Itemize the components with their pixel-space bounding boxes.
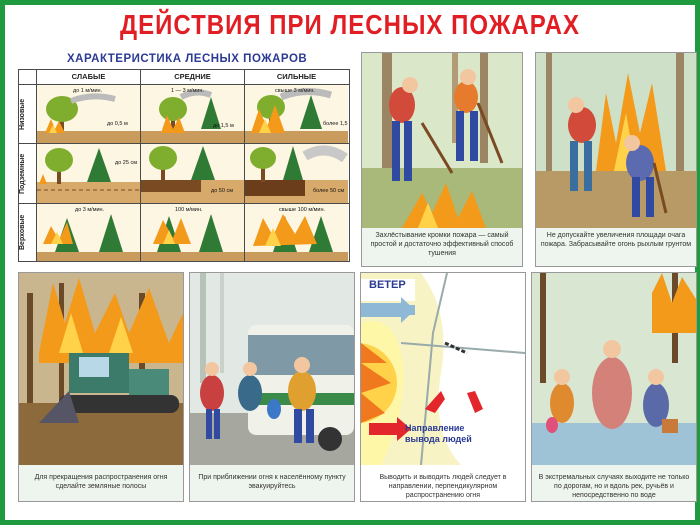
- cell-underground-weak: [37, 144, 140, 203]
- note-speed: свыше 3 м/мин.: [275, 88, 315, 94]
- cell-ground-medium: [141, 85, 244, 143]
- note-speed: 1 — 3 м/мин.: [171, 88, 204, 94]
- panel-cover-with-soil: [535, 52, 697, 267]
- note-height: до 0,5 м: [107, 121, 128, 127]
- exit-direction-line2: вывода людей: [405, 434, 472, 444]
- note-speed: свыше 100 м/мин.: [279, 207, 326, 213]
- beat-fire-illustration: [362, 53, 522, 228]
- cell-underground-strong: [245, 144, 348, 203]
- note-speed: до 3 м/мин.: [75, 207, 105, 213]
- table-title: ХАРАКТЕРИСТИКА ЛЕСНЫХ ПОЖАРОВ: [67, 53, 308, 65]
- cell-crown-strong: [245, 204, 348, 261]
- cell-crown-medium: [141, 204, 244, 261]
- panel-walk-along-water: [531, 272, 697, 502]
- note-depth: более 50 см: [313, 188, 345, 194]
- cell-ground-weak: [37, 85, 140, 143]
- panel-earth-strips: [18, 272, 184, 502]
- cell-ground-strong: [245, 85, 348, 143]
- note-height: до 1,5 м: [213, 123, 234, 129]
- column-header-strong: СИЛЬНЫЕ: [276, 72, 317, 81]
- column-header-weak: СЛАБЫЕ: [71, 72, 106, 81]
- panel-caption: Захлёстывание кромки пожара — самый простой и достаточно эффективный способ тушения: [370, 232, 514, 257]
- row-label-underground: Подземные: [19, 153, 26, 194]
- panel-evacuate: [189, 272, 355, 502]
- note-speed: 100 м/мин.: [175, 207, 203, 213]
- evacuation-illustration: [190, 273, 354, 465]
- panel-exit-direction: [360, 272, 526, 502]
- panel-caption: Не допускайте увеличения площади очага пожара. Забрасывайте огонь рыхлым грунтом: [540, 232, 692, 248]
- exit-direction-line1: Направление: [405, 423, 465, 433]
- panel-caption: В экстремальных случаях выходите не только по дорогам, но и вдоль рек, ручьёв и непосредственно по воде: [538, 474, 690, 499]
- panel-caption: При приближении огня к населённому пункту эвакуируйтесь: [198, 474, 346, 490]
- water-escape-illustration: [532, 273, 696, 465]
- underground-medium-illustration: [141, 144, 244, 203]
- underground-strong-illustration: [245, 144, 348, 203]
- fire-characteristics-table: [18, 69, 350, 262]
- note-depth: до 50 см: [211, 188, 233, 194]
- poster-title: ДЕЙСТВИЯ ПРИ ЛЕСНЫХ ПОЖАРАХ: [120, 9, 580, 41]
- panel-caption: Для прекращения распространения огня сделайте земляные полосы: [34, 474, 168, 490]
- note-speed: до 1 м/мин.: [73, 88, 103, 94]
- underground-weak-illustration: [37, 144, 140, 203]
- row-label-ground: Низовые: [19, 98, 26, 130]
- cell-crown-weak: [37, 204, 140, 261]
- row-label-crown: Верховые: [19, 214, 26, 251]
- tractor-illustration: [19, 273, 183, 465]
- note-height: более 1,5: [323, 121, 348, 127]
- panel-caption: Выводить и выводить людей следует в направлении, перпендикулярном распространению огня: [379, 474, 507, 499]
- cover-soil-illustration: [536, 53, 696, 228]
- note-depth: до 25 см: [115, 160, 137, 166]
- wind-label: ВЕТЕР: [369, 279, 406, 291]
- panel-beat-fire-edge: [361, 52, 523, 267]
- column-header-medium: СРЕДНИЕ: [174, 72, 211, 81]
- cell-underground-medium: [141, 144, 244, 203]
- exit-direction-label: [405, 423, 472, 445]
